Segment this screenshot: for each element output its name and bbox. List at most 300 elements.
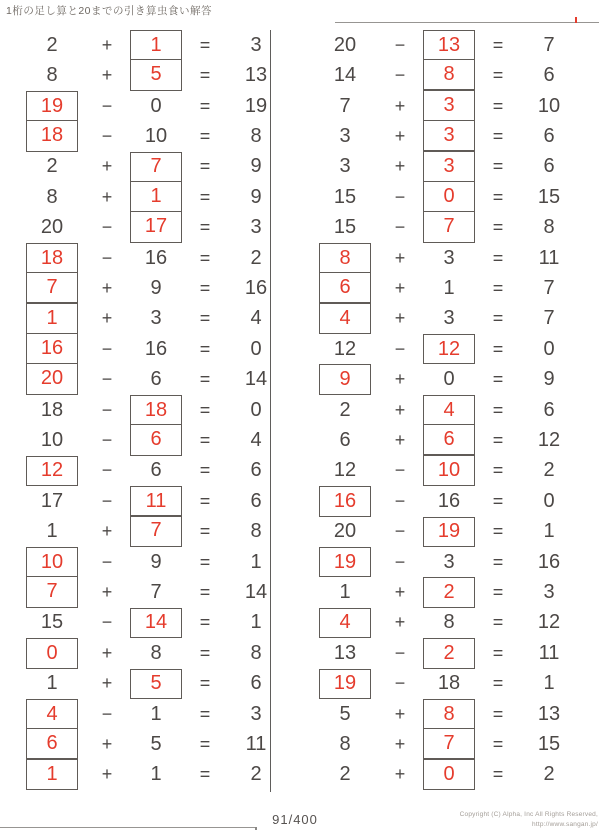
- answer-box: [423, 517, 475, 547]
- answer-box: [26, 333, 78, 365]
- operator: −: [394, 217, 406, 238]
- operator: +: [394, 277, 406, 298]
- result: 3: [543, 581, 555, 604]
- operand-a: 8: [46, 64, 58, 87]
- result: 11: [245, 733, 267, 756]
- answer-box: [26, 456, 78, 486]
- operand-a: 20: [40, 216, 64, 239]
- result: 8: [250, 124, 262, 147]
- answer-value: 9: [339, 368, 351, 391]
- result: 1: [250, 611, 262, 634]
- operand-a: 13: [333, 641, 357, 664]
- operand-b: [423, 212, 475, 242]
- operand-b: [130, 152, 182, 182]
- equation-row: [20, 243, 284, 273]
- answer-value: 4: [339, 306, 351, 329]
- operand-a: [313, 364, 377, 394]
- equation-row: [313, 364, 577, 394]
- result: 6: [250, 459, 262, 482]
- answer-value: 1: [46, 306, 58, 329]
- equals-sign: =: [492, 490, 504, 511]
- equals-sign: =: [199, 308, 211, 329]
- operator: +: [394, 582, 406, 603]
- equation-row: [313, 425, 577, 455]
- equation-row: [20, 517, 284, 547]
- answer-value: 5: [150, 63, 162, 86]
- equals-sign: =: [492, 338, 504, 359]
- operand-a: 1: [46, 672, 58, 695]
- operator: −: [394, 642, 406, 663]
- result: 6: [250, 489, 262, 512]
- operand-b: 16: [144, 337, 168, 360]
- equation-row: [313, 212, 577, 242]
- equals-sign: =: [492, 95, 504, 116]
- operator: −: [394, 34, 406, 55]
- equals-sign: =: [199, 34, 211, 55]
- result: 1: [543, 520, 555, 543]
- answer-box: [423, 728, 475, 760]
- operator: −: [101, 460, 113, 481]
- equation-row: [20, 638, 284, 668]
- operand-b: [423, 577, 475, 607]
- operand-b: [423, 760, 475, 790]
- answer-value: 7: [46, 276, 58, 299]
- result: 8: [250, 520, 262, 543]
- equals-sign: =: [492, 399, 504, 420]
- answer-value: 20: [40, 367, 64, 390]
- answer-value: 7: [150, 155, 162, 178]
- operand-a: [20, 304, 84, 334]
- answer-value: 7: [150, 519, 162, 542]
- equation-row: [20, 547, 284, 577]
- answer-value: 8: [339, 246, 351, 269]
- equals-sign: =: [492, 612, 504, 633]
- operator: +: [394, 703, 406, 724]
- operator: −: [101, 217, 113, 238]
- operand-a: 7: [339, 94, 351, 117]
- answer-box: [130, 669, 182, 699]
- operator: +: [101, 308, 113, 329]
- answer-box: [423, 638, 475, 668]
- equation-row: [20, 699, 284, 729]
- operator: −: [394, 338, 406, 359]
- answer-box: [423, 758, 475, 790]
- equation-row: [313, 729, 577, 759]
- result: 0: [250, 337, 262, 360]
- answer-value: 2: [443, 581, 455, 604]
- operator: −: [101, 95, 113, 116]
- operand-a: [20, 638, 84, 668]
- result: 9: [543, 368, 555, 391]
- operator: +: [394, 612, 406, 633]
- answer-box: [26, 638, 78, 668]
- answer-value: 0: [443, 184, 455, 207]
- equation-row: [20, 577, 284, 607]
- answer-value: 18: [144, 398, 168, 421]
- answer-value: 0: [46, 641, 58, 664]
- operand-b: [423, 91, 475, 121]
- equals-sign: =: [199, 156, 211, 177]
- equation-row: [313, 60, 577, 90]
- operator: +: [394, 247, 406, 268]
- operand-b: [423, 729, 475, 759]
- operand-b: 3: [443, 550, 455, 573]
- result: 0: [250, 398, 262, 421]
- operator: +: [101, 734, 113, 755]
- answer-value: 0: [443, 762, 455, 785]
- operator: +: [394, 369, 406, 390]
- answer-box: [423, 89, 475, 121]
- answer-box: [130, 486, 182, 516]
- answer-box: [130, 152, 182, 182]
- result: 0: [543, 489, 555, 512]
- equals-sign: =: [492, 277, 504, 298]
- equation-row: [20, 212, 284, 242]
- equals-sign: =: [492, 642, 504, 663]
- answer-box: [26, 243, 78, 273]
- operator: −: [101, 338, 113, 359]
- equation-row: [20, 425, 284, 455]
- operand-b: 7: [150, 581, 162, 604]
- equation-row: [313, 334, 577, 364]
- answer-value: 1: [46, 762, 58, 785]
- equation-row: [20, 364, 284, 394]
- problems-column-left: [20, 30, 284, 790]
- operator: +: [101, 764, 113, 785]
- equation-row: [313, 699, 577, 729]
- equation-row: [313, 121, 577, 151]
- operator: +: [394, 156, 406, 177]
- operator: −: [101, 125, 113, 146]
- equation-row: [313, 638, 577, 668]
- equals-sign: =: [492, 186, 504, 207]
- answer-box: [130, 424, 182, 456]
- copyright-line1: Copyright (C) Alpha, Inc All Rights Reserved,: [459, 811, 598, 818]
- operand-a: 14: [333, 64, 357, 87]
- answer-box: [319, 669, 371, 699]
- operand-b: 8: [150, 641, 162, 664]
- equation-row: [313, 304, 577, 334]
- equation-row: [20, 486, 284, 516]
- equation-row: [20, 182, 284, 212]
- equation-row: [313, 517, 577, 547]
- answer-value: 17: [144, 215, 168, 238]
- operator: −: [394, 490, 406, 511]
- operand-b: [130, 60, 182, 90]
- answer-box: [26, 576, 78, 608]
- answer-value: 19: [437, 520, 461, 543]
- equation-row: [313, 760, 577, 790]
- answer-value: 11: [145, 489, 167, 512]
- operand-b: 3: [443, 307, 455, 330]
- operand-b: [423, 334, 475, 364]
- operand-a: [313, 608, 377, 638]
- result: 16: [537, 550, 561, 573]
- operand-a: 17: [40, 489, 64, 512]
- answer-value: 3: [443, 154, 455, 177]
- result: 6: [543, 155, 555, 178]
- equals-sign: =: [492, 703, 504, 724]
- equals-sign: =: [492, 156, 504, 177]
- answer-value: 10: [437, 458, 461, 481]
- operand-a: 15: [40, 611, 64, 634]
- operand-b: 3: [150, 307, 162, 330]
- answer-value: 6: [443, 428, 455, 451]
- equals-sign: =: [199, 764, 211, 785]
- result: 3: [250, 702, 262, 725]
- operand-a: [313, 304, 377, 334]
- equation-row: [20, 760, 284, 790]
- operator: −: [394, 186, 406, 207]
- equation-row: [20, 608, 284, 638]
- operator: −: [101, 369, 113, 390]
- operator: +: [394, 95, 406, 116]
- answer-box: [423, 30, 475, 60]
- answer-box: [319, 302, 371, 334]
- operator: +: [101, 582, 113, 603]
- equals-sign: =: [199, 277, 211, 298]
- equation-row: [20, 669, 284, 699]
- equation-row: [313, 91, 577, 121]
- equation-row: [313, 456, 577, 486]
- result: 2: [250, 763, 262, 786]
- operator: +: [101, 673, 113, 694]
- operand-a: 8: [46, 185, 58, 208]
- operand-a: [313, 547, 377, 577]
- result: 7: [543, 33, 555, 56]
- operand-a: 1: [46, 520, 58, 543]
- answer-value: 18: [40, 246, 64, 269]
- answer-value: 8: [443, 702, 455, 725]
- answer-box: [423, 211, 475, 243]
- operand-a: [20, 243, 84, 273]
- operand-b: [423, 456, 475, 486]
- equation-row: [20, 152, 284, 182]
- operand-a: 10: [40, 428, 64, 451]
- operand-b: [423, 638, 475, 668]
- result: 3: [250, 216, 262, 239]
- operand-b: [423, 30, 475, 60]
- operand-a: 5: [339, 702, 351, 725]
- operand-b: [423, 425, 475, 455]
- operator: +: [394, 125, 406, 146]
- operand-b: [423, 121, 475, 151]
- operator: −: [101, 429, 113, 450]
- operator: +: [394, 734, 406, 755]
- equation-row: [313, 669, 577, 699]
- answer-box: [26, 91, 78, 121]
- operand-a: 2: [339, 763, 351, 786]
- operand-a: 2: [339, 398, 351, 421]
- result: 6: [543, 124, 555, 147]
- operand-b: [130, 669, 182, 699]
- problems-column-right: [313, 30, 577, 790]
- answer-value: 16: [40, 337, 64, 360]
- equals-sign: =: [199, 582, 211, 603]
- operand-a: 2: [46, 33, 58, 56]
- equals-sign: =: [492, 217, 504, 238]
- answer-box: [319, 547, 371, 577]
- operand-a: [20, 334, 84, 364]
- operand-a: 20: [333, 33, 357, 56]
- equation-row: [313, 273, 577, 303]
- answer-box: [130, 395, 182, 425]
- answer-box: [26, 272, 78, 304]
- answer-value: 6: [46, 732, 58, 755]
- equation-row: [20, 91, 284, 121]
- answer-box: [26, 699, 78, 729]
- operator: +: [101, 521, 113, 542]
- result: 1: [250, 550, 262, 573]
- equals-sign: =: [492, 673, 504, 694]
- equals-sign: =: [199, 460, 211, 481]
- equation-row: [313, 547, 577, 577]
- equals-sign: =: [492, 551, 504, 572]
- operand-a: 1: [339, 581, 351, 604]
- answer-value: 3: [443, 124, 455, 147]
- operand-a: [313, 669, 377, 699]
- footer-rule-tick: [255, 827, 257, 830]
- equals-sign: =: [492, 521, 504, 542]
- result: 2: [250, 246, 262, 269]
- result: 12: [537, 428, 561, 451]
- operand-b: 8: [443, 611, 455, 634]
- operator: −: [394, 673, 406, 694]
- operator: −: [101, 399, 113, 420]
- operator: +: [101, 156, 113, 177]
- operand-a: [20, 760, 84, 790]
- answer-box: [423, 699, 475, 729]
- answer-value: 6: [339, 276, 351, 299]
- operand-b: [423, 60, 475, 90]
- operand-b: [130, 425, 182, 455]
- operand-a: [20, 699, 84, 729]
- equals-sign: =: [199, 338, 211, 359]
- equation-row: [20, 60, 284, 90]
- operand-b: [423, 182, 475, 212]
- answer-value: 12: [437, 337, 461, 360]
- result: 14: [244, 581, 268, 604]
- result: 15: [537, 185, 561, 208]
- operand-b: 6: [150, 459, 162, 482]
- answer-box: [319, 243, 371, 273]
- operator: +: [101, 65, 113, 86]
- operand-b: 1: [150, 702, 162, 725]
- operator: +: [101, 34, 113, 55]
- answer-box: [319, 486, 371, 516]
- operand-a: [20, 91, 84, 121]
- answer-box: [423, 424, 475, 456]
- equals-sign: =: [492, 308, 504, 329]
- operator: −: [101, 703, 113, 724]
- equation-row: [20, 334, 284, 364]
- answer-value: 5: [150, 672, 162, 695]
- operator: +: [394, 429, 406, 450]
- answer-box: [130, 515, 182, 547]
- operator: −: [101, 612, 113, 633]
- operand-b: 10: [144, 124, 168, 147]
- result: 12: [537, 611, 561, 634]
- equals-sign: =: [199, 734, 211, 755]
- operator: +: [101, 186, 113, 207]
- operand-b: 16: [144, 246, 168, 269]
- equals-sign: =: [199, 673, 211, 694]
- answer-value: 1: [150, 33, 162, 56]
- operator: −: [394, 551, 406, 572]
- operand-b: [130, 608, 182, 638]
- equals-sign: =: [492, 582, 504, 603]
- equals-sign: =: [199, 186, 211, 207]
- result: 0: [543, 337, 555, 360]
- answer-box: [319, 364, 371, 394]
- operand-b: 1: [150, 763, 162, 786]
- result: 2: [543, 763, 555, 786]
- page-title: 1桁の足し算と20までの引き算虫食い解答: [6, 5, 213, 17]
- operator: −: [394, 460, 406, 481]
- operand-a: [20, 121, 84, 151]
- equation-row: [313, 152, 577, 182]
- operand-a: [20, 273, 84, 303]
- result: 10: [537, 94, 561, 117]
- result: 6: [543, 64, 555, 87]
- result: 11: [538, 246, 560, 269]
- operand-a: 2: [46, 155, 58, 178]
- equals-sign: =: [492, 125, 504, 146]
- operand-a: 18: [40, 398, 64, 421]
- result: 8: [543, 216, 555, 239]
- operand-a: 20: [333, 520, 357, 543]
- operand-a: 15: [333, 185, 357, 208]
- equals-sign: =: [199, 703, 211, 724]
- equation-row: [313, 608, 577, 638]
- result: 2: [543, 459, 555, 482]
- operand-b: 0: [443, 368, 455, 391]
- answer-value: 7: [443, 215, 455, 238]
- operand-b: [130, 30, 182, 60]
- result: 13: [537, 702, 561, 725]
- operand-b: [423, 699, 475, 729]
- answer-box: [319, 608, 371, 638]
- equals-sign: =: [199, 125, 211, 146]
- equation-row: [313, 30, 577, 60]
- equals-sign: =: [492, 369, 504, 390]
- equals-sign: =: [492, 764, 504, 785]
- answer-box: [423, 334, 475, 364]
- equation-row: [20, 304, 284, 334]
- equation-row: [20, 273, 284, 303]
- answer-value: 1: [150, 184, 162, 207]
- operator: −: [101, 490, 113, 511]
- answer-value: 7: [46, 580, 58, 603]
- answer-box: [423, 59, 475, 91]
- answer-box: [130, 211, 182, 243]
- operand-b: [130, 486, 182, 516]
- answer-value: 2: [443, 641, 455, 664]
- result: 9: [250, 155, 262, 178]
- operator: +: [394, 399, 406, 420]
- answer-box: [423, 395, 475, 425]
- equals-sign: =: [199, 247, 211, 268]
- result: 9: [250, 185, 262, 208]
- operator: −: [394, 521, 406, 542]
- operand-a: 8: [339, 733, 351, 756]
- operand-a: 3: [339, 155, 351, 178]
- equals-sign: =: [199, 490, 211, 511]
- answer-value: 4: [46, 702, 58, 725]
- answer-value: 4: [443, 398, 455, 421]
- operand-b: [423, 517, 475, 547]
- operator: −: [394, 65, 406, 86]
